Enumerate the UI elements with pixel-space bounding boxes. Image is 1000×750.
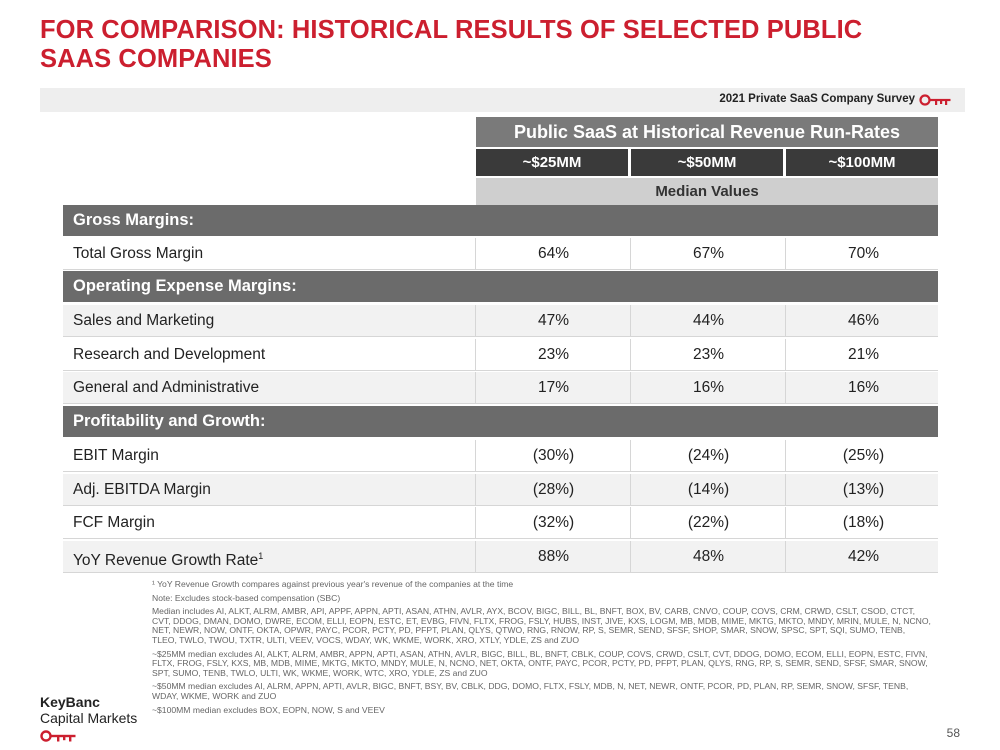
- section-label: Operating Expense Margins:: [73, 277, 297, 295]
- row-label: EBIT Margin: [73, 447, 159, 464]
- section-profitability-growth: [63, 406, 938, 437]
- section-operating-expense-margins: [63, 271, 938, 302]
- cell-100mm: 46%: [847, 312, 880, 329]
- logo-line1: KeyBanc: [40, 694, 100, 710]
- cell-100mm: 16%: [847, 379, 880, 396]
- table-row: [63, 339, 938, 371]
- row-label: Total Gross Margin: [73, 245, 204, 262]
- cell-25mm: (28%): [532, 481, 575, 498]
- cell-50mm: (22%): [687, 514, 730, 531]
- column-header-100mm: ~$100MM: [786, 149, 938, 176]
- footnote-marker: 1: [258, 551, 264, 561]
- table-row: [63, 238, 938, 270]
- cell-50mm: 44%: [692, 312, 725, 329]
- section-gross-margins: [63, 205, 938, 236]
- cell-25mm: 64%: [537, 245, 570, 262]
- section-label: Gross Margins:: [73, 211, 195, 229]
- cell-50mm: (24%): [687, 447, 730, 464]
- column-header-50mm: ~$50MM: [631, 149, 783, 176]
- cell-50mm: (14%): [687, 481, 730, 498]
- table-row: [63, 541, 938, 573]
- footnote-median: Median includes AI, ALKT, ALRM, AMBR, API, APPF, APPN, APTI, ASAN, ATHN, AVLR, AYX, BCOV, BIGC, BILL, BL, BNFT, BOX, BV, CARB, CNVO, COUP, COVS, CRM, CRWD, CSLT, CSOD, CTCT, CVT, DDOG, DMAN, DOMO, DWRE, ECOM, ELLI, EOPN, ESTC, ET, EVBG, FIVN, FLTX, FROG, FSLY, HUBS, INST, JIVE, KXS, LOGM, MB, MDB, MIME, MKTG, MKTO, MNDY, MRIN, MULE, N, NCNO, NET, NEWR, NOW, ONTF, OKTA, OPWR, PAYC, PCOR, PCTY, PD, PFPT, PLAN, QLYS, QTWO, RNG, RNOW, RP, S, SEMR, SEND, SFSF, SHOP, SMAR, SNOW, SPSC, SPT, SQI, SUMO, TENB, TLEO, TWLO, TWOU, TXTR, ULTI, VEEV, VOCS, WDAY, WK, WKME, WORK, XRO, XTLY, YDLE, ZS and ZUO: [152, 606, 931, 645]
- footnote-note: Note: Excludes stock-based compensation (SBC): [152, 592, 341, 603]
- cell-100mm: (13%): [842, 481, 885, 498]
- cell-50mm: 48%: [692, 548, 725, 565]
- cell-100mm: (25%): [842, 447, 885, 464]
- row-label: Research and Development: [73, 346, 266, 363]
- key-logo-icon: [40, 729, 80, 743]
- survey-label: 2021 Private SaaS Company Survey: [719, 93, 915, 105]
- key-icon: [919, 93, 955, 107]
- cell-100mm: 70%: [847, 245, 880, 262]
- page-number: 58: [946, 726, 960, 740]
- table-main-header: Public SaaS at Historical Revenue Run-Rates: [476, 117, 938, 147]
- cell-50mm: 67%: [692, 245, 725, 262]
- footnotes: [152, 580, 932, 719]
- footnote-1: ¹ YoY Revenue Growth compares against previous year's revenue of the companies at the time: [152, 579, 514, 589]
- cell-100mm: (18%): [842, 514, 885, 531]
- cell-50mm: 23%: [692, 346, 725, 363]
- footnote-50mm: ~$50MM median excludes AI, ALRM, APPN, APTI, AVLR, BIGC, BNFT, BSY, BV, CBLK, DDG, DOMO, FLTX, FSLY, MDB, N, NET, NEWR, ONTF, PCOR, PD, PLAN, RP, SEMR, SNOW, SFSF, TENB, WDAY, WKME, WORK and ZUO: [152, 681, 909, 701]
- cell-50mm: 16%: [692, 379, 725, 396]
- table-row: [63, 507, 938, 539]
- table-row: [63, 474, 938, 506]
- table-row: [63, 440, 938, 472]
- section-label: Profitability and Growth:: [73, 412, 266, 430]
- footnote-25mm: ~$25MM median excludes AI, ALKT, ALRM, AMBR, APPN, APTI, ASAN, ATHN, AVLR, BIGC, BILL, BL, BNFT, CBLK, COUP, COVS, CRWD, CSLT, CVT, DDOG, DOMO, ECOM, ELLI, EOPN, ESTC, FIVN, FLTX, FROG, FSLY, KXS, MB, MDB, MIME, MKTG, MKTO, MNDY, MULE, N, NCNO, NET, OKTA, ONTF, PAYC, PCOR, PCTY, PD, PFPT, PLAN, QLYS, RNG, RP, S, SEMR, SEND, SFSF, SMAR, SNOW, SPT, SUMO, TENB, TWLO, ULTI, WK, WKME, WORK, WTC, XRO, YDLE, ZS and ZUO: [152, 648, 928, 678]
- row-label: FCF Margin: [73, 514, 155, 531]
- cell-25mm: 23%: [537, 346, 570, 363]
- column-header-25mm: ~$25MM: [476, 149, 628, 176]
- row-label: [73, 541, 263, 576]
- table-row: [63, 372, 938, 404]
- cell-25mm: 47%: [537, 312, 570, 329]
- median-values-header: Median Values: [476, 178, 938, 205]
- cell-25mm: (32%): [532, 514, 575, 531]
- row-label: Adj. EBITDA Margin: [73, 481, 211, 498]
- table-row: [63, 305, 938, 337]
- cell-100mm: 21%: [847, 346, 880, 363]
- page-title: FOR COMPARISON: HISTORICAL RESULTS OF SELECTED PUBLIC SAAS COMPANIES: [40, 16, 863, 73]
- cell-25mm: (30%): [532, 447, 575, 464]
- keybanc-logo: [40, 694, 137, 726]
- cell-25mm: 17%: [537, 379, 570, 396]
- cell-100mm: 42%: [847, 548, 880, 565]
- survey-banner: [40, 88, 965, 112]
- footnote-100mm: ~$100MM median excludes BOX, EOPN, NOW, S and VEEV: [152, 704, 385, 715]
- row-label: General and Administrative: [73, 379, 260, 396]
- logo-line2: Capital Markets: [40, 710, 138, 726]
- row-label-text: YoY Revenue Growth Rate: [73, 552, 259, 570]
- row-label: Sales and Marketing: [73, 312, 215, 329]
- cell-25mm: 88%: [537, 548, 570, 565]
